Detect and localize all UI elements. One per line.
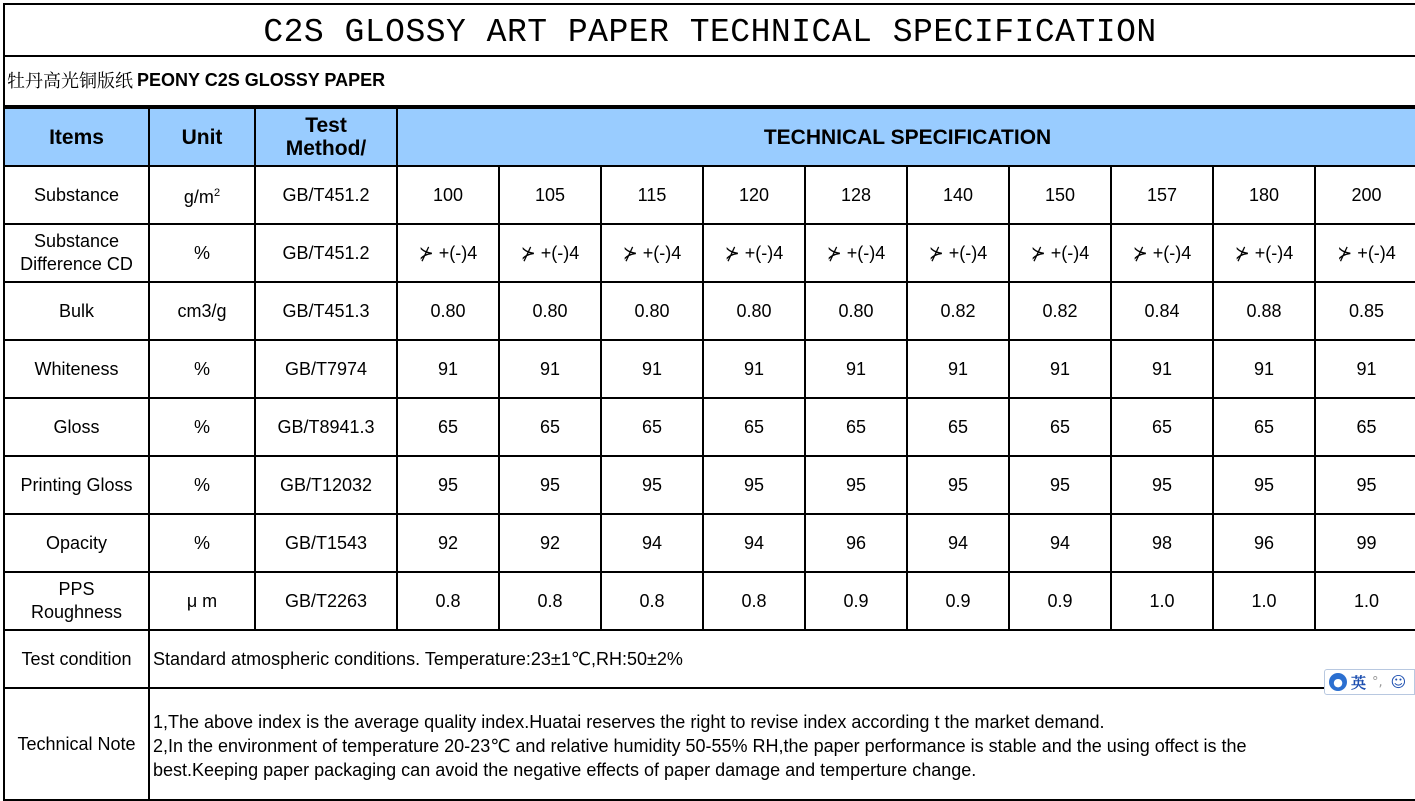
test-condition-label: Test condition xyxy=(4,630,149,688)
value-cell: 140 xyxy=(907,166,1009,224)
table-row-test-condition xyxy=(4,630,1415,688)
value-cell: 95 xyxy=(907,456,1009,514)
row-method: GB/T12032 xyxy=(255,456,397,514)
value-cell: 92 xyxy=(397,514,499,572)
value-cell: 95 xyxy=(397,456,499,514)
value-cell: 65 xyxy=(907,398,1009,456)
row-item: Opacity xyxy=(4,514,149,572)
value-cell: 180 xyxy=(1213,166,1315,224)
row-method: GB/T451.3 xyxy=(255,282,397,340)
value-cell: ⊁ +(-)4 xyxy=(1111,224,1213,282)
row-method: GB/T2263 xyxy=(255,572,397,630)
value-cell: 0.84 xyxy=(1111,282,1213,340)
value-cell: 1.0 xyxy=(1213,572,1315,630)
row-method: GB/T8941.3 xyxy=(255,398,397,456)
table-row-substance-difference xyxy=(4,224,1415,282)
smile-icon[interactable]: ☺ xyxy=(1390,673,1407,691)
value-cell: ⊁ +(-)4 xyxy=(601,224,703,282)
item-line1: PPS xyxy=(58,579,95,599)
value-cell: 0.8 xyxy=(703,572,805,630)
value-cell: 0.8 xyxy=(397,572,499,630)
value-cell: 95 xyxy=(499,456,601,514)
value-cell: 150 xyxy=(1009,166,1111,224)
value-cell: 0.8 xyxy=(499,572,601,630)
punctuation-toggle[interactable]: °, xyxy=(1372,674,1383,690)
value-cell: 65 xyxy=(397,398,499,456)
value-cell: 91 xyxy=(601,340,703,398)
value-cell: 65 xyxy=(1111,398,1213,456)
product-subtitle xyxy=(5,57,1415,107)
value-cell: 0.82 xyxy=(1009,282,1111,340)
table-row-gloss xyxy=(4,398,1415,456)
header-test-method xyxy=(255,108,397,166)
row-unit: % xyxy=(149,456,255,514)
value-cell: 95 xyxy=(1315,456,1415,514)
item-line2: Roughness xyxy=(30,602,123,622)
value-cell: 0.9 xyxy=(805,572,907,630)
value-cell: 157 xyxy=(1111,166,1213,224)
header-unit: Unit xyxy=(149,108,255,166)
value-cell: 65 xyxy=(1009,398,1111,456)
table-row-whiteness xyxy=(4,340,1415,398)
table-row-substance xyxy=(4,166,1415,224)
value-cell: 115 xyxy=(601,166,703,224)
value-cell: ⊁ +(-)4 xyxy=(1315,224,1415,282)
value-cell: 91 xyxy=(805,340,907,398)
value-cell: 91 xyxy=(499,340,601,398)
value-cell: 0.80 xyxy=(601,282,703,340)
value-cell: 95 xyxy=(805,456,907,514)
value-cell: 95 xyxy=(601,456,703,514)
value-cell: 94 xyxy=(1009,514,1111,572)
user-icon[interactable]: ● xyxy=(1329,673,1347,691)
row-unit: % xyxy=(149,340,255,398)
technical-note-text xyxy=(149,688,1415,800)
item-line2: Difference CD xyxy=(20,254,133,274)
value-cell: 105 xyxy=(499,166,601,224)
note-line-3: best.Keeping paper packaging can avoid the negative effects of paper damage and temperture change. xyxy=(153,760,977,780)
value-cell: 92 xyxy=(499,514,601,572)
value-cell: 65 xyxy=(1213,398,1315,456)
value-cell: 0.80 xyxy=(703,282,805,340)
value-cell: 1.0 xyxy=(1111,572,1213,630)
row-item xyxy=(4,572,149,630)
row-item: Gloss xyxy=(4,398,149,456)
row-unit xyxy=(149,166,255,224)
subtitle-chinese: 牡丹高光铜版纸 xyxy=(7,71,133,92)
unit-text: g/m xyxy=(183,186,214,207)
value-cell: 65 xyxy=(601,398,703,456)
table-row-opacity xyxy=(4,514,1415,572)
technical-note-label: Technical Note xyxy=(4,688,149,800)
ime-mode-label[interactable]: 英 xyxy=(1351,673,1367,692)
value-cell: 100 xyxy=(397,166,499,224)
spec-sheet xyxy=(3,3,1415,794)
value-cell: ⊁ +(-)4 xyxy=(805,224,907,282)
header-test-line1: Test xyxy=(305,114,347,137)
row-unit: % xyxy=(149,514,255,572)
row-item: Substance xyxy=(4,166,149,224)
value-cell: 0.80 xyxy=(805,282,907,340)
row-item: Printing Gloss xyxy=(4,456,149,514)
value-cell: ⊁ +(-)4 xyxy=(499,224,601,282)
note-line-2: 2,In the environment of temperature 20-23℃ and relative humidity 50-55% RH,the paper performance is stable and the using offect is the xyxy=(153,736,1247,756)
table-row-printing-gloss xyxy=(4,456,1415,514)
row-item: Bulk xyxy=(4,282,149,340)
value-cell: ⊁ +(-)4 xyxy=(1009,224,1111,282)
value-cell: 65 xyxy=(703,398,805,456)
value-cell: 95 xyxy=(703,456,805,514)
row-unit: % xyxy=(149,398,255,456)
row-method: GB/T451.2 xyxy=(255,224,397,282)
row-unit: μ m xyxy=(149,572,255,630)
ime-toolbar[interactable] xyxy=(1324,669,1415,695)
row-item: Whiteness xyxy=(4,340,149,398)
table-row-bulk xyxy=(4,282,1415,340)
value-cell: 91 xyxy=(907,340,1009,398)
item-line1: Substance xyxy=(33,231,120,251)
value-cell: 91 xyxy=(703,340,805,398)
value-cell: 0.9 xyxy=(907,572,1009,630)
test-condition-text: Standard atmospheric conditions. Temperature:23±1℃,RH:50±2% xyxy=(149,630,1415,688)
value-cell: 120 xyxy=(703,166,805,224)
value-cell: 65 xyxy=(1315,398,1415,456)
row-unit: cm3/g xyxy=(149,282,255,340)
row-method: GB/T451.2 xyxy=(255,166,397,224)
value-cell: 0.88 xyxy=(1213,282,1315,340)
value-cell: 0.9 xyxy=(1009,572,1111,630)
value-cell: 98 xyxy=(1111,514,1213,572)
value-cell: 96 xyxy=(1213,514,1315,572)
value-cell: ⊁ +(-)4 xyxy=(703,224,805,282)
value-cell: 91 xyxy=(1315,340,1415,398)
header-items: Items xyxy=(4,108,149,166)
value-cell: 95 xyxy=(1009,456,1111,514)
value-cell: 1.0 xyxy=(1315,572,1415,630)
value-cell: 200 xyxy=(1315,166,1415,224)
header-test-line2: Method/ xyxy=(285,137,367,160)
value-cell: 0.8 xyxy=(601,572,703,630)
value-cell: 128 xyxy=(805,166,907,224)
value-cell: 91 xyxy=(1213,340,1315,398)
unit-superscript: 2 xyxy=(213,186,221,199)
table-header-row xyxy=(4,108,1415,166)
value-cell: 0.85 xyxy=(1315,282,1415,340)
header-technical-specification: TECHNICAL SPECIFICATION xyxy=(397,108,1415,166)
value-cell: 96 xyxy=(805,514,907,572)
value-cell: 91 xyxy=(1009,340,1111,398)
subtitle-english: PEONY C2S GLOSSY PAPER xyxy=(137,69,386,90)
value-cell: 65 xyxy=(805,398,907,456)
table-row-technical-note xyxy=(4,688,1415,800)
note-line-1: 1,The above index is the average quality index.Huatai reserves the right to revise index according t the market demand. xyxy=(153,712,1105,732)
value-cell: ⊁ +(-)4 xyxy=(397,224,499,282)
value-cell: 91 xyxy=(397,340,499,398)
row-item xyxy=(4,224,149,282)
value-cell: 94 xyxy=(601,514,703,572)
table-row-pps-roughness xyxy=(4,572,1415,630)
value-cell: 99 xyxy=(1315,514,1415,572)
value-cell: 0.80 xyxy=(397,282,499,340)
row-method: GB/T7974 xyxy=(255,340,397,398)
value-cell: ⊁ +(-)4 xyxy=(1213,224,1315,282)
value-cell: 0.80 xyxy=(499,282,601,340)
spec-table xyxy=(3,107,1415,801)
value-cell: 0.82 xyxy=(907,282,1009,340)
value-cell: 65 xyxy=(499,398,601,456)
value-cell: 95 xyxy=(1213,456,1315,514)
row-unit: % xyxy=(149,224,255,282)
value-cell: ⊁ +(-)4 xyxy=(907,224,1009,282)
value-cell: 91 xyxy=(1111,340,1213,398)
value-cell: 95 xyxy=(1111,456,1213,514)
page-title: C2S GLOSSY ART PAPER TECHNICAL SPECIFICATION xyxy=(5,5,1415,57)
value-cell: 94 xyxy=(703,514,805,572)
row-method: GB/T1543 xyxy=(255,514,397,572)
value-cell: 94 xyxy=(907,514,1009,572)
